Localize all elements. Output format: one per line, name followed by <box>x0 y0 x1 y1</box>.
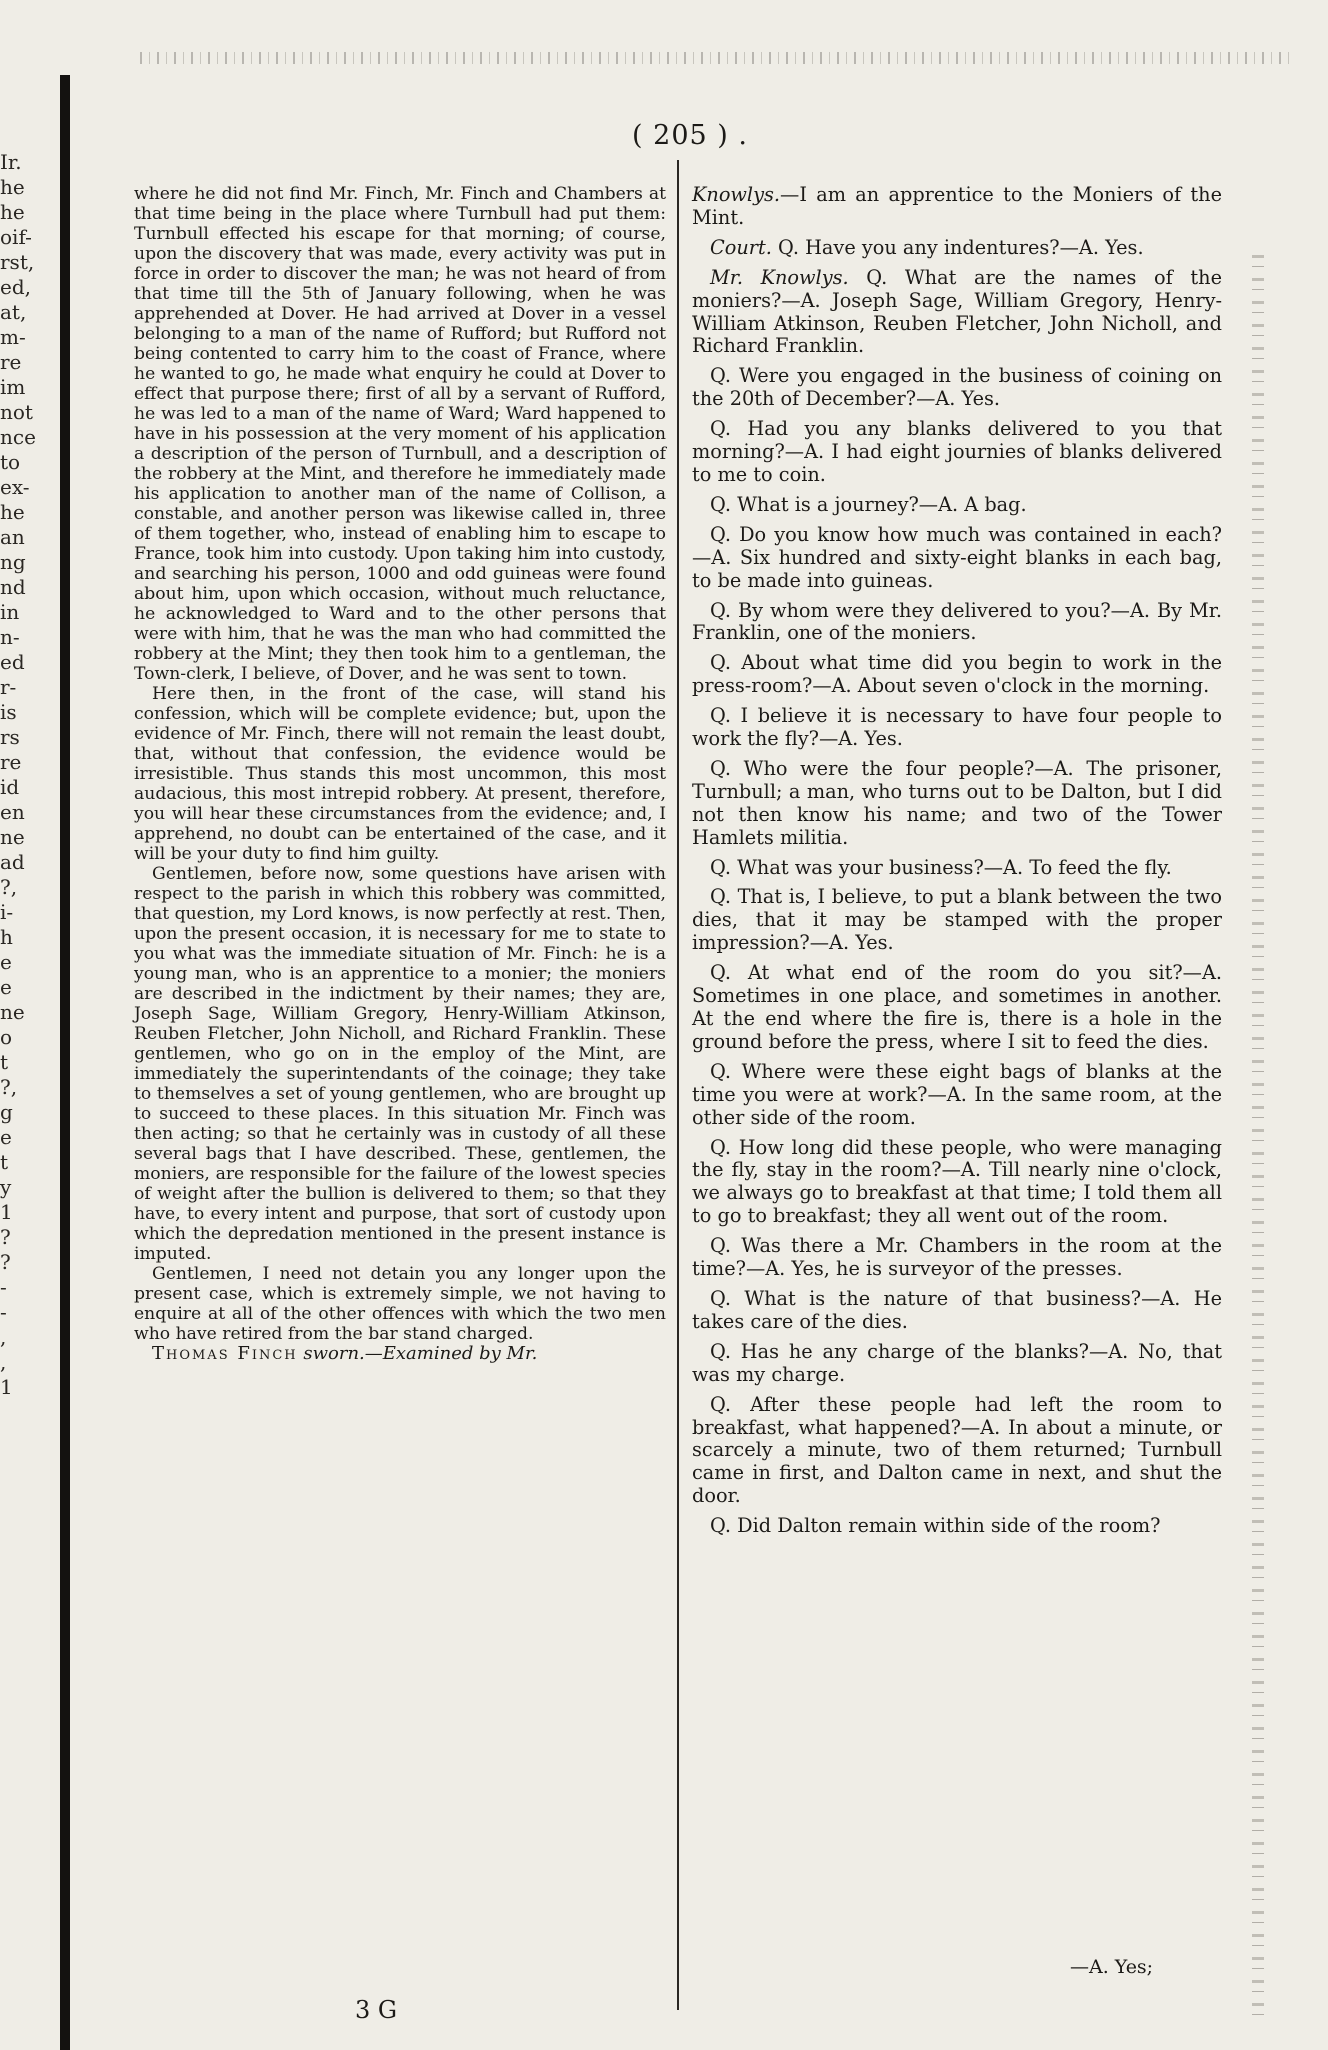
qa-paragraph <box>692 494 1222 517</box>
qa-paragraph <box>692 652 1222 698</box>
qa-paragraph <box>692 1341 1222 1387</box>
margin-fragment: oif- <box>0 225 32 249</box>
margin-fragment: en <box>0 800 25 824</box>
qa-paragraph <box>692 524 1222 593</box>
qa-paragraph <box>692 857 1222 880</box>
witness-oath: sworn.—Examined by Mr. <box>303 1343 538 1364</box>
margin-fragment: 1 <box>0 1200 13 1224</box>
qa-text: Q. After these people had left the room to breakfast, what happened?—A. In about a minute, or scarcely a minute, two of them returned; Turnbull came in first, and Dalton came in next, and shut the door. <box>692 1392 1222 1508</box>
paragraph: Here then, in the front of the case, will stand his confession, which will be complete evidence; but, upon the evidence of Mr. Finch, there will not remain the least doubt, that, without that confession, the evidence would be irresistible. Thus stands this most uncommon, this most audacious, this most intrepid robbery. At present, therefore, you will hear these circumstances from the evidence; and, I apprehend, no doubt can be entertained of the case, and it will be your duty to find him guilty. <box>134 684 666 864</box>
margin-fragment: e <box>0 950 12 974</box>
left-margin-fragments <box>0 150 36 1680</box>
speaker-label: Mr. Knowlys. <box>710 265 849 289</box>
qa-text: Q. What is the nature of that business?—A. He takes care of the dies. <box>692 1286 1222 1333</box>
margin-fragment: ed, <box>0 275 31 299</box>
qa-text: Q. What is a journey?—A. A bag. <box>710 492 1027 516</box>
qa-paragraph <box>692 365 1222 411</box>
qa-text: Q. How long did these people, who were managing the fly, stay in the room?—A. Till nearly nine o'clock, we always go to breakfast at that time; I told them all to go to breakfast; they all went out of the room. <box>692 1135 1222 1228</box>
qa-text: Q. What was your business?—A. To feed the fly. <box>710 855 1172 879</box>
margin-fragment: ? <box>0 1250 11 1274</box>
witness-heading <box>134 1344 666 1364</box>
qa-text: Q. Where were these eight bags of blanks at the time you were at work?—A. In the same room, at the other side of the room. <box>692 1059 1222 1129</box>
qa-text: Q. Has he any charge of the blanks?—A. No, that was my charge. <box>692 1339 1222 1386</box>
qa-text: Q. Had you any blanks delivered to you that morning?—A. I had eight journies of blanks delivered to me to coin. <box>692 417 1222 486</box>
margin-fragment: ad <box>0 850 25 874</box>
speaker-label: Court. <box>710 235 772 259</box>
margin-fragment: ed <box>0 650 25 674</box>
paragraph-continuation <box>692 184 1222 230</box>
margin-fragment: e <box>0 1125 12 1149</box>
paragraph: where he did not find Mr. Finch, Mr. Finch and Chambers at that time being in the place where Turnbull had put them: Turnbull effected his escape for that morning; of course, upon the discovery that was made, every activity was put in force in order to discover the man; he was not heard of from that time till the 5th of January following, when he was apprehended at Dover. He had arrived at Dover in a vessel belonging to a man of the name of Rufford; but Rufford not being contented to carry him to the coast of France, where he wanted to go, he made what enquiry he could at Dover to effect that purpose there; first of all by a servant of Rufford, he was led to a man of the name of Ward; Ward happened to have in his possession at the very moment of his application a description of the person of Turnbull, and a description of the robbery at the Mint, and therefore he immediately made his application to another man of the name of Collison, a constable, and another person was likewise called in, three of them together, who, instead of enabling him to escape to France, took him into custody. Upon taking him into custody, and searching his person, 1000 and odd guineas were found about him, upon which occasion, without much reluctance, he acknowledged to Ward and to the other persons that were with him, that he was the man who had committed the robbery at the Mint; they then took him to a gentleman, the Town-clerk, I believe, of Dover, and he was sent to town. <box>134 184 666 684</box>
margin-fragment: , <box>0 1350 7 1374</box>
qa-paragraph <box>692 1137 1222 1229</box>
qa-paragraph <box>692 962 1222 1054</box>
qa-paragraph <box>692 418 1222 487</box>
qa-paragraph <box>692 1394 1222 1509</box>
margin-fragment: ?, <box>0 1075 18 1099</box>
qa-paragraph <box>692 1235 1222 1281</box>
margin-fragment: h <box>0 925 13 949</box>
margin-fragment: ex- <box>0 475 30 499</box>
margin-fragment: r- <box>0 675 17 699</box>
right-column <box>692 184 1222 1545</box>
page-number: ( 205 ) . <box>632 120 748 151</box>
margin-fragment: n- <box>0 625 20 649</box>
margin-fragment: id <box>0 775 20 799</box>
qa-text: Q. What are the names of the moniers?—A. Joseph Sage, William Gregory, Henry-William Atkinson, Reuben Fletcher, John Nicholl, and Richard Franklin. <box>692 265 1222 358</box>
qa-paragraph <box>692 1288 1222 1334</box>
margin-fragment: - <box>0 1300 7 1324</box>
margin-fragment: to <box>0 450 21 474</box>
qa-paragraph <box>692 758 1222 850</box>
margin-fragment: , <box>0 1325 7 1349</box>
margin-fragment: t <box>0 1050 9 1074</box>
margin-fragment: i- <box>0 900 14 924</box>
qa-text: Q. By whom were they delivered to you?—A. By Mr. Franklin, one of the moniers. <box>692 598 1222 645</box>
qa-paragraph <box>692 886 1222 955</box>
qa-text: Q. Who were the four people?—A. The prisoner, Turnbull; a man, who turns out to be Dalton, but I did not then know his name; and two of the Tower Hamlets militia. <box>692 756 1222 849</box>
qa-text: Q. Did Dalton remain within side of the room? <box>710 1514 1161 1538</box>
answer-text: —I am an apprentice to the Moniers of the Mint. <box>692 183 1222 229</box>
margin-fragment: o <box>0 1025 13 1049</box>
scan-noise-right <box>1252 255 1264 2025</box>
paragraph: Gentlemen, I need not detain you any longer upon the present case, which is extremely simple, we not having to enquire at all of the other offences with which the two men who have retired from the bar stand charged. <box>134 1264 666 1344</box>
margin-fragment: he <box>0 200 25 224</box>
qa-text: Q. Was there a Mr. Chambers in the room at the time?—A. Yes, he is surveyor of the presses. <box>692 1234 1222 1281</box>
margin-fragment: g <box>0 1100 13 1124</box>
margin-fragment: at, <box>0 300 27 324</box>
margin-fragment: ? <box>0 1225 11 1249</box>
catchword: 3 G <box>355 1996 398 2024</box>
paragraph: Gentlemen, before now, some questions have arisen with respect to the parish in which this robbery was committed, that question, my Lord knows, is now perfectly at rest. Then, upon the present occasion, it is necessary for me to state to you what was the immediate situation of Mr. Finch: he is a young man, who is an apprentice to a monier; the moniers are described in the indictment by their names; they are, Joseph Sage, William Gregory, Henry-William Atkinson, Reuben Fletcher, John Nicholl, and Richard Franklin. These gentlemen, who go on in the employ of the Mint, are immediately the superintendants of the coinage; they take to themselves a set of young gentlemen, who are brought up to succeed to these places. In this situation Mr. Finch was then acting; so that he certainly was in custody of all these several bags that I have described. These, gentlemen, the moniers, are responsible for the failure of the lowest species of weight after the bullion is delivered to them; so that they have, to every intent and purpose, that sort of custody upon which the depredation mentioned in the present instance is imputed. <box>134 864 667 1264</box>
qa-text: Q. Have you any indentures?—A. Yes. <box>778 235 1144 259</box>
qa-paragraph <box>692 267 1222 359</box>
margin-fragment: ne <box>0 1000 25 1024</box>
qa-paragraph <box>692 237 1222 260</box>
margin-fragment: im <box>0 375 26 399</box>
scan-noise-top <box>140 52 1290 64</box>
margin-fragment: m- <box>0 325 26 349</box>
margin-fragment: ng <box>0 550 26 574</box>
margin-fragment: Ir. <box>0 150 22 174</box>
qa-text: Q. Were you engaged in the business of coining on the 20th of December?—A. Yes. <box>692 364 1222 411</box>
margin-fragment: re <box>0 350 22 374</box>
margin-fragment: not <box>0 400 33 424</box>
margin-fragment: he <box>0 175 25 199</box>
margin-fragment: ne <box>0 825 25 849</box>
page-tail: —A. Yes; <box>1070 1956 1154 1978</box>
examiner-name: Knowlys. <box>692 183 781 206</box>
margin-fragment: ?, <box>0 875 18 899</box>
margin-fragment: an <box>0 525 25 549</box>
qa-text: Q. About what time did you begin to work in the press-room?—A. About seven o'clock in the morning. <box>692 651 1222 698</box>
qa-paragraph <box>692 1515 1222 1538</box>
column-rule <box>677 160 679 2010</box>
qa-text: Q. At what end of the room do you sit?—A. Sometimes in one place, and sometimes in another. At the end where the fire is, there is a hole in the ground before the press, where I sit to feed the dies. <box>692 961 1222 1053</box>
binding-shadow <box>60 75 70 2050</box>
margin-fragment: e <box>0 975 12 999</box>
margin-fragment: 1 <box>0 1375 13 1399</box>
margin-fragment: - <box>0 1275 7 1299</box>
qa-paragraph <box>692 705 1222 751</box>
witness-name: Thomas Finch <box>152 1343 298 1364</box>
margin-fragment: rs <box>0 725 20 749</box>
margin-fragment: is <box>0 700 17 724</box>
margin-fragment: he <box>0 500 25 524</box>
margin-fragment: nce <box>0 425 36 449</box>
margin-fragment: rst, <box>0 250 35 274</box>
margin-fragment: y <box>0 1175 12 1199</box>
margin-fragment: t <box>0 1150 9 1174</box>
margin-fragment: nd <box>0 575 26 599</box>
margin-fragment: in <box>0 600 20 624</box>
qa-text: Q. I believe it is necessary to have four people to work the fly?—A. Yes. <box>692 704 1222 751</box>
qa-paragraph <box>692 600 1222 646</box>
qa-text: Q. Do you know how much was contained in each?—A. Six hundred and sixty-eight blanks in each bag, to be made into guineas. <box>692 522 1222 592</box>
qa-text: Q. That is, I believe, to put a blank between the two dies, that it may be stamped with the proper impression?—A. Yes. <box>692 885 1222 955</box>
margin-fragment: re <box>0 750 22 774</box>
qa-paragraph <box>692 1061 1222 1130</box>
left-column <box>134 184 666 1364</box>
